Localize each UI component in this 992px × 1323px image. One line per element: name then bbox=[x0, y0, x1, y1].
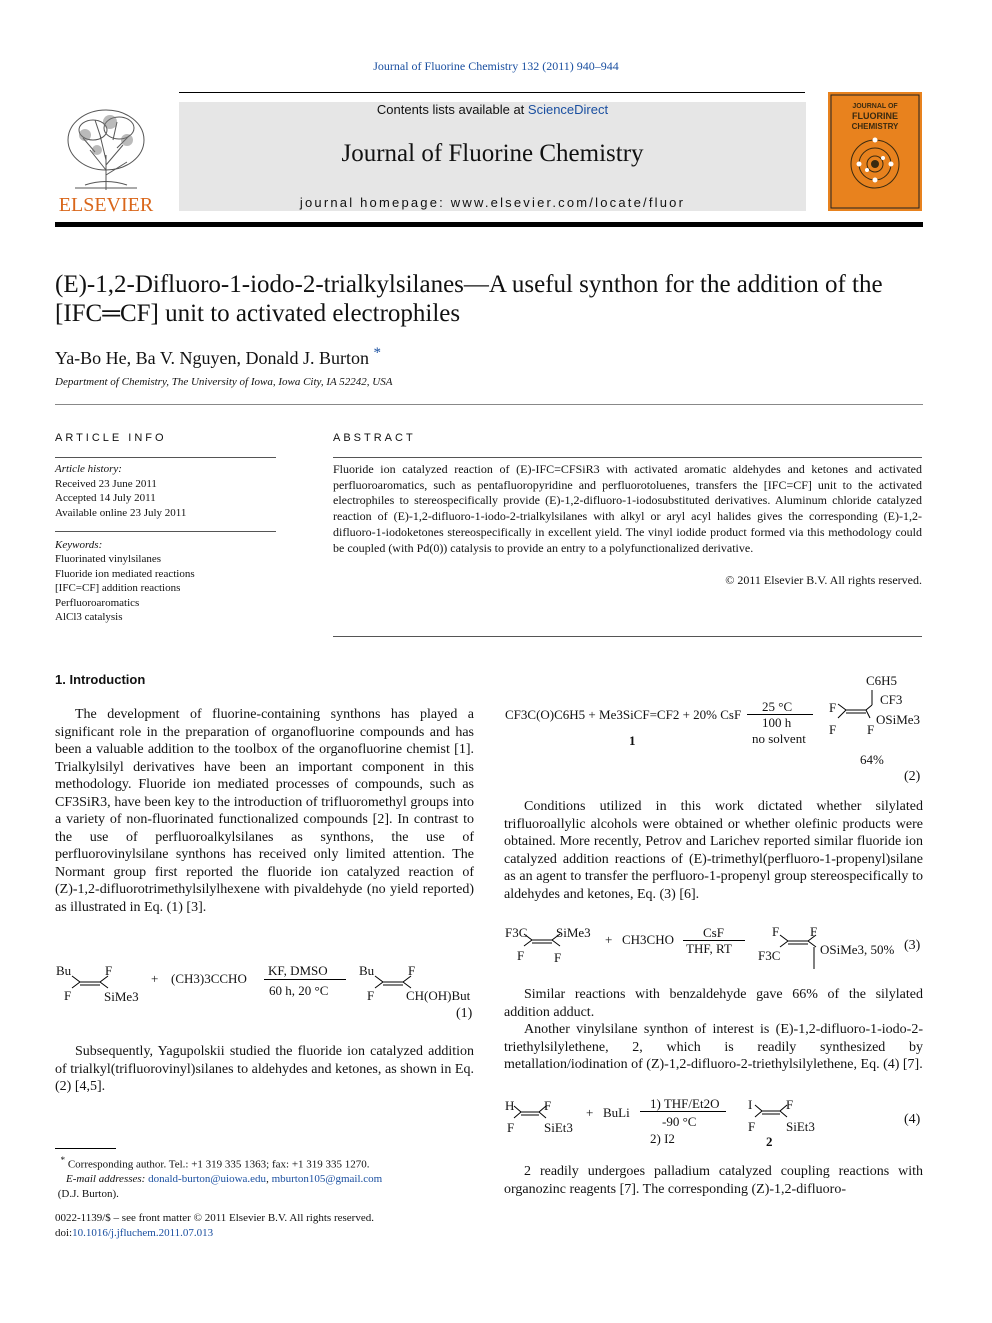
elsevier-logo bbox=[55, 100, 157, 214]
article-info-heading: ARTICLE INFO bbox=[55, 432, 167, 444]
eq4-f2: F bbox=[507, 1120, 515, 1135]
affiliation: Department of Chemistry, The University of Iowa, Iowa City, IA 52242, USA bbox=[55, 376, 393, 388]
footnote-rule bbox=[55, 1148, 116, 1149]
paragraph: Similar reactions with benzaldehyde gave 66% of the silylated addition adduct. bbox=[504, 987, 923, 1020]
eq3-sime3: SiMe3 bbox=[556, 925, 591, 940]
eq4-product-siet3: SiEt3 bbox=[786, 1119, 815, 1134]
corresponding-author-mark[interactable]: * bbox=[373, 345, 382, 361]
email-link[interactable]: mburton105@gmail.com bbox=[271, 1173, 383, 1186]
footnote bbox=[55, 1153, 382, 1201]
corresponding-note: * Corresponding author. Tel.: +1 319 335 1363; fax: +1 319 335 1270. bbox=[60, 1155, 370, 1171]
paragraph: 2 readily undergoes palladium catalyzed coupling reactions with organozinc reagents [7]. The corresponding (Z)-1,2-difluoro- bbox=[504, 1164, 923, 1197]
eq2-cond2: 100 h bbox=[762, 715, 792, 730]
eq2-c6h5: C6H5 bbox=[866, 673, 898, 688]
header-rule bbox=[179, 92, 805, 93]
doi-line: doi:10.1016/j.jfluchem.2011.07.013 bbox=[55, 1227, 214, 1239]
svg-text:JOURNAL OF: JOURNAL OF bbox=[852, 103, 898, 110]
eq3-product-f3c: F3C bbox=[758, 948, 781, 963]
eq4-product-f1: F bbox=[786, 1097, 794, 1112]
eq1-bu: Bu bbox=[56, 963, 72, 978]
eq3-product-f1: F bbox=[772, 924, 780, 939]
section-heading: 1. Introduction bbox=[55, 672, 146, 687]
eq1-product-f1: F bbox=[408, 963, 416, 978]
keyword: AlCl3 catalysis bbox=[55, 611, 123, 624]
eq1-f1: F bbox=[105, 963, 113, 978]
eq3-product: OSiMe3, 50% bbox=[820, 942, 895, 957]
eq4-reagent: BuLi bbox=[603, 1105, 630, 1120]
eq4-double-bond bbox=[512, 1104, 548, 1120]
email-link[interactable]: donald-burton@uiowa.edu bbox=[148, 1173, 267, 1186]
eq3-product-bonds bbox=[778, 933, 824, 973]
journal-citation[interactable]: Journal of Fluorine Chemistry 132 (2011) 940–944 bbox=[373, 59, 619, 73]
eq1-sime3: SiMe3 bbox=[104, 989, 139, 1004]
eq1-plus: + bbox=[151, 971, 159, 986]
eq1-arrow bbox=[264, 979, 346, 980]
abstract-copyright: © 2011 Elsevier B.V. All rights reserved. bbox=[725, 573, 922, 587]
eq1-product-bu: Bu bbox=[359, 963, 375, 978]
author-name-note: (D.J. Burton). bbox=[57, 1187, 119, 1200]
eq4-cond3: 2) I2 bbox=[650, 1131, 675, 1146]
eq2-cond3: no solvent bbox=[752, 731, 806, 746]
abstract-bottom-rule bbox=[333, 636, 922, 637]
eq3-double-bond bbox=[522, 932, 562, 948]
eq2-f3: F bbox=[867, 722, 875, 737]
paragraph: Subsequently, Yagupolskii studied the fluoride ion catalyzed addition of trialkyl(trifluorovinyl)silanes to aldehydes and ketones, as shown in Eq. (2) [4,5]. bbox=[55, 1044, 474, 1094]
keyword: Fluoride ion mediated reactions bbox=[55, 567, 195, 580]
header-thick-rule bbox=[55, 222, 923, 227]
eq2-cond1: 25 °C bbox=[762, 699, 793, 714]
eq1-product-f2: F bbox=[367, 988, 375, 1003]
eq4-f1: F bbox=[544, 1098, 552, 1113]
paragraph: Conditions utilized in this work dictated whether silylated trifluoroallylic alcohols were obtained or whether olefinic products were obtained. More recently, Petrov and Larichev reported similar fluoride ion catalyzed addition reactions of (E)-trimethyl(perfluoro-1-propenyl)silane as an agent to transfer the perfluoro-1-propenyl group stereospecifically to aldehydes and ketones, Eq. (3) [6]. bbox=[504, 799, 923, 902]
email-line: E-mail addresses: donald-burton@uiowa.edu, mburton105@gmail.com bbox=[66, 1173, 383, 1186]
eq2-label: 1 bbox=[629, 733, 636, 748]
article-title: (E)-1,2-Difluoro-1-iodo-2-trialkylsilanes—A useful synthon for the addition of the [IFC═CF] unit to activated electrophiles bbox=[55, 271, 883, 327]
article-info-rule bbox=[55, 457, 276, 458]
eq1-cond-top: KF, DMSO bbox=[268, 963, 328, 978]
eq1-cond-bottom: 60 h, 20 °C bbox=[269, 983, 329, 998]
front-matter bbox=[55, 1211, 374, 1241]
contents-line: Contents lists available at ScienceDirect bbox=[376, 102, 609, 117]
eq3-plus: + bbox=[605, 932, 613, 947]
abstract-rule bbox=[333, 457, 922, 458]
eq1-number: (1) bbox=[456, 1006, 473, 1021]
eq3-reagent: CH3CHO bbox=[622, 932, 675, 947]
eq4-h: H bbox=[505, 1098, 515, 1113]
history-label: Article history: bbox=[55, 463, 122, 475]
eq1-product-bond bbox=[373, 974, 413, 990]
homepage-link[interactable]: www.elsevier.com/locate/fluor bbox=[450, 195, 686, 210]
sciencedirect-link[interactable]: ScienceDirect bbox=[527, 102, 609, 117]
author-list: Ya-Bo He, Ba V. Nguyen, Donald J. Burton * bbox=[55, 345, 382, 368]
journal-cover bbox=[828, 92, 922, 211]
keywords bbox=[55, 538, 195, 624]
eq1-double-bond bbox=[70, 974, 110, 990]
eq4-cond1: 1) THF/Et2O bbox=[650, 1096, 720, 1111]
issn-line: 0022-1139/$ – see front matter © 2011 Elsevier B.V. All rights reserved. bbox=[55, 1212, 374, 1224]
eq4-arrow bbox=[640, 1111, 726, 1112]
keyword: Perfluoroaromatics bbox=[55, 596, 140, 609]
eq3-cond-top: CsF bbox=[703, 925, 724, 940]
paragraph: Another vinylsilane synthon of interest is (E)-1,2-difluoro-1-iodo-2-triethylsilylethene, 2, which is readily synthesized by metallation/iodination of (Z)-1,2-difluoro-2-triethylsilylethene, Eq. (4) [7]. bbox=[504, 1022, 923, 1072]
eq2-osime3: OSiMe3 bbox=[876, 712, 921, 727]
abstract-text: Fluoride ion catalyzed reaction of (E)-IFC=CFSiR3 with activated aromatic aldehydes and ketones and activated perfluoroaromatics, such as pentafluoropyridine and perfluorotoluenes, transfers the [IFC=CF] unit to the activated electrophiles to stereospecifically provide (E)-1,2-difluoro-1-iodosubstituted derivatives. Aluminum chloride catalyzed reaction of (E)-1,2-difluoro-1-iodo-2-trialkylsilanes with alkyl or aryl acyl halides gives the corresponding (E)-1,2-difluoro-1-iodoketones stereospecifically in excellent yield. The vinyl iodide product formed via this methodology could be coupled (with Pd(0)) catalysis to provide an entry to a polyfunctionalized derivative. bbox=[333, 462, 922, 555]
eq3-f1: F bbox=[517, 948, 525, 963]
eq4-label: 2 bbox=[766, 1134, 773, 1149]
eq3-number: (3) bbox=[904, 938, 921, 953]
eq2-yield: 64% bbox=[860, 752, 884, 767]
eq4-siet3: SiEt3 bbox=[544, 1120, 573, 1135]
eq2-product-bonds bbox=[836, 688, 886, 724]
eq2-f2: F bbox=[829, 722, 837, 737]
abstract-heading: ABSTRACT bbox=[333, 432, 416, 444]
keyword: Fluorinated vinylsilanes bbox=[55, 553, 162, 566]
eq4-cond2: -90 °C bbox=[662, 1114, 697, 1129]
accepted-date: Accepted 14 July 2011 bbox=[55, 492, 156, 505]
eq1-f2: F bbox=[64, 988, 72, 1003]
journal-homepage: journal homepage: www.elsevier.com/locate/fluor bbox=[299, 195, 686, 210]
eq4-number: (4) bbox=[904, 1112, 921, 1127]
received-date: Received 23 June 2011 bbox=[55, 477, 157, 490]
eq4-product-f2: F bbox=[748, 1119, 756, 1134]
eq4-product-i: I bbox=[748, 1097, 753, 1112]
eq4-product-bond bbox=[753, 1103, 789, 1119]
svg-text:CHEMISTRY: CHEMISTRY bbox=[851, 122, 899, 131]
keywords-label: Keywords: bbox=[55, 539, 103, 551]
keyword: [IFC=CF] addition reactions bbox=[55, 582, 181, 595]
elsevier-logo-text: ELSEVIER bbox=[58, 194, 154, 214]
eq3-product-f2: F bbox=[810, 924, 818, 939]
svg-text:FLUORINE: FLUORINE bbox=[852, 111, 898, 121]
eq2-f1: F bbox=[829, 700, 837, 715]
title-rule bbox=[55, 404, 923, 405]
eq2-number: (2) bbox=[904, 769, 921, 784]
keywords-rule bbox=[55, 531, 276, 532]
eq1-product-sub: CH(OH)But bbox=[406, 988, 471, 1003]
eq4-plus: + bbox=[586, 1105, 594, 1120]
eq2-reactants: CF3C(O)C6H5 + Me3SiCF=CF2 + 20% CsF bbox=[505, 707, 742, 722]
eq3-f2: F bbox=[554, 950, 562, 965]
eq3-f3c: F3C bbox=[505, 925, 528, 940]
eq1-reagent: (CH3)3CCHO bbox=[171, 971, 247, 986]
eq2-cf3: CF3 bbox=[880, 692, 903, 707]
doi-link[interactable]: 10.1016/j.jfluchem.2011.07.013 bbox=[72, 1227, 214, 1239]
journal-name: Journal of Fluorine Chemistry bbox=[341, 140, 644, 167]
online-date: Available online 23 July 2011 bbox=[55, 506, 187, 519]
eq3-cond-bottom: THF, RT bbox=[686, 941, 732, 956]
paragraph: The development of fluorine-containing synthons has played a significant role in the preparation of organofluorine compounds and has been a valuable addition to the toolbox of the organofluorine chemist [1]. Trialkylsilyl derivatives have been an important component in this methodology. Fluoride ion mediated processes of compounds, such as CF3SiR3, have been key to the introduction of trifluoromethyl groups into a variety of non-fluorinated functionalized compounds [2]. In contrast to the use of perfluoroalkylsilanes as synthons, the use of perfluorovinylsilane synthons has received only limited attention. The Normant group first reported the fluoride ion catalyzed reaction of (Z)-1,2-difluorotrimethylsilylhexene with pivaldehyde (no yield reported) as illustrated in Eq. (1) [3]. bbox=[55, 707, 474, 915]
article-history bbox=[55, 462, 186, 520]
